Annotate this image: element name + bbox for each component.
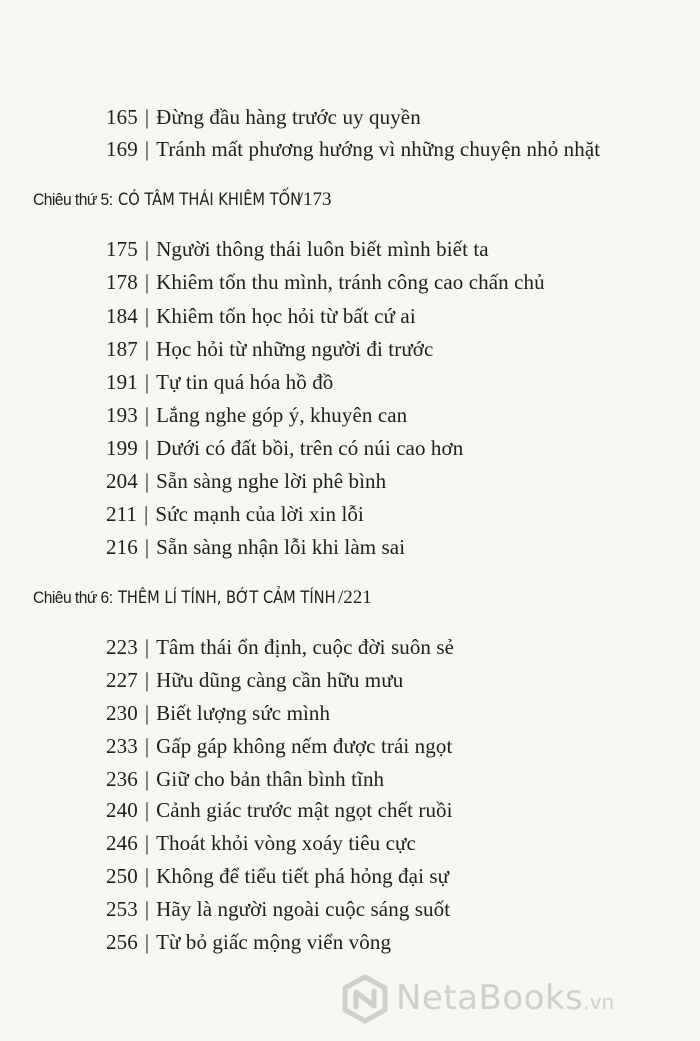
- entry-page-number: 169: [106, 137, 138, 161]
- entry-title: Hãy là người ngoài cuộc sáng suốt: [156, 897, 451, 921]
- toc-entry: [106, 136, 600, 162]
- entry-separator: |: [144, 798, 150, 822]
- entry-page-number: 193: [106, 403, 138, 427]
- netabooks-logo-icon: [340, 974, 390, 1024]
- toc-entry: [106, 766, 384, 792]
- entry-title: Tự tin quá hóa hồ đồ: [156, 370, 334, 394]
- entry-title: Tâm thái ổn định, cuộc đời suôn sẻ: [156, 635, 455, 659]
- entry-separator: |: [144, 436, 150, 460]
- entry-page-number: 233: [106, 734, 138, 758]
- entry-page-number: 253: [106, 897, 138, 921]
- entry-separator: |: [144, 897, 150, 921]
- entry-page-number: 191: [106, 370, 138, 394]
- toc-entry: [106, 830, 416, 856]
- entry-page-number: 199: [106, 436, 138, 460]
- entry-separator: |: [144, 701, 150, 725]
- entry-title: Gấp gáp không nếm được trái ngọt: [156, 734, 453, 758]
- entry-title: Hữu dũng càng cần hữu mưu: [156, 668, 404, 692]
- entry-separator: |: [144, 105, 150, 129]
- toc-entry: [106, 468, 386, 494]
- toc-entry: [106, 369, 333, 395]
- toc-entry: [106, 797, 453, 823]
- chapter-title: CÓ TÂM THÁI KHIÊM TỐN: [118, 190, 302, 210]
- toc-entry: [106, 336, 433, 362]
- entry-page-number: 204: [106, 469, 138, 493]
- chapter-title: THÊM LÍ TÍNH, BỚT CẢM TÍNH: [118, 588, 336, 608]
- entry-page-number: 256: [106, 930, 138, 954]
- entry-separator: |: [144, 535, 150, 559]
- toc-entry: [106, 929, 391, 955]
- watermark-brand: NetaBooks: [396, 978, 584, 1018]
- entry-separator: |: [144, 767, 150, 791]
- entry-title: Dưới có đất bồi, trên có núi cao hơn: [156, 436, 464, 460]
- entry-separator: |: [144, 137, 150, 161]
- toc-entry: [106, 896, 450, 922]
- chapter-heading-5: [33, 188, 332, 212]
- entry-page-number: 223: [106, 635, 138, 659]
- entry-page-number: 211: [106, 502, 138, 526]
- entry-separator: |: [144, 734, 150, 758]
- entry-separator: |: [144, 403, 150, 427]
- entry-separator: |: [144, 337, 150, 361]
- entry-title: Giữ cho bản thân bình tĩnh: [156, 767, 385, 791]
- entry-title: Sức mạnh của lời xin lỗi: [155, 502, 364, 526]
- entry-separator: |: [144, 270, 150, 294]
- entry-title: Người thông thái luôn biết mình biết ta: [156, 237, 489, 261]
- entry-separator: |: [144, 304, 150, 328]
- entry-separator: |: [144, 864, 150, 888]
- entry-page-number: 184: [106, 304, 138, 328]
- entry-title: Khiêm tốn thu mình, tránh công cao chấn chủ: [156, 270, 545, 294]
- watermark-text: [396, 976, 614, 1024]
- entry-page-number: 216: [106, 535, 138, 559]
- entry-title: Tránh mất phương hướng vì những chuyện nhỏ nhặt: [156, 137, 601, 161]
- entry-page-number: 227: [106, 668, 138, 692]
- entry-title: Học hỏi từ những người đi trước: [156, 337, 434, 361]
- entry-title: Khiêm tốn học hỏi từ bất cứ ai: [156, 304, 416, 328]
- entry-page-number: 230: [106, 701, 138, 725]
- toc-entry: [106, 534, 405, 560]
- toc-entry: [106, 667, 403, 693]
- entry-separator: |: [144, 668, 150, 692]
- toc-entry: [106, 435, 463, 461]
- toc-entry: [106, 700, 330, 726]
- entry-page-number: 165: [106, 105, 138, 129]
- watermark-tld: .vn: [583, 990, 615, 1014]
- chapter-prefix: Chiêu thứ 5:: [33, 190, 113, 209]
- chapter-heading-6: [33, 586, 372, 610]
- entry-page-number: 175: [106, 237, 138, 261]
- entry-separator: |: [144, 469, 150, 493]
- entry-title: Lắng nghe góp ý, khuyên can: [156, 403, 408, 427]
- entry-separator: |: [144, 635, 150, 659]
- entry-page-number: 240: [106, 798, 138, 822]
- entry-title: Thoát khỏi vòng xoáy tiêu cực: [156, 831, 416, 855]
- entry-separator: |: [144, 502, 149, 526]
- toc-entry: [106, 269, 545, 295]
- entry-title: Từ bỏ giấc mộng viển vông: [156, 930, 392, 954]
- entry-page-number: 250: [106, 864, 138, 888]
- entry-page-number: 178: [106, 270, 138, 294]
- chapter-page-ref: /221: [337, 587, 372, 608]
- entry-title: Sẵn sàng nghe lời phê bình: [156, 469, 387, 493]
- entry-separator: |: [144, 831, 150, 855]
- toc-entry: [106, 634, 454, 660]
- toc-entry: [106, 863, 449, 889]
- entry-separator: |: [144, 930, 150, 954]
- toc-entry: [106, 236, 489, 262]
- entry-page-number: 187: [106, 337, 138, 361]
- entry-title: Cảnh giác trước mật ngọt chết ruồi: [156, 798, 453, 822]
- entry-separator: |: [144, 370, 150, 394]
- entry-separator: |: [144, 237, 150, 261]
- toc-entry: [106, 501, 364, 527]
- chapter-prefix: Chiêu thứ 6:: [33, 588, 113, 607]
- entry-title: Sẵn sàng nhận lỗi khi làm sai: [156, 535, 406, 559]
- entry-page-number: 246: [106, 831, 138, 855]
- entry-title: Không để tiểu tiết phá hỏng đại sự: [156, 864, 450, 888]
- toc-entry: [106, 303, 416, 329]
- toc-entry: [106, 402, 407, 428]
- chapter-page-ref: /173: [297, 189, 332, 210]
- toc-entry: [106, 104, 421, 130]
- toc-entry: [106, 733, 452, 759]
- netabooks-watermark: [340, 972, 680, 1026]
- entry-page-number: 236: [106, 767, 138, 791]
- entry-title: Đừng đầu hàng trước uy quyền: [156, 105, 421, 129]
- entry-title: Biết lượng sức mình: [156, 701, 331, 725]
